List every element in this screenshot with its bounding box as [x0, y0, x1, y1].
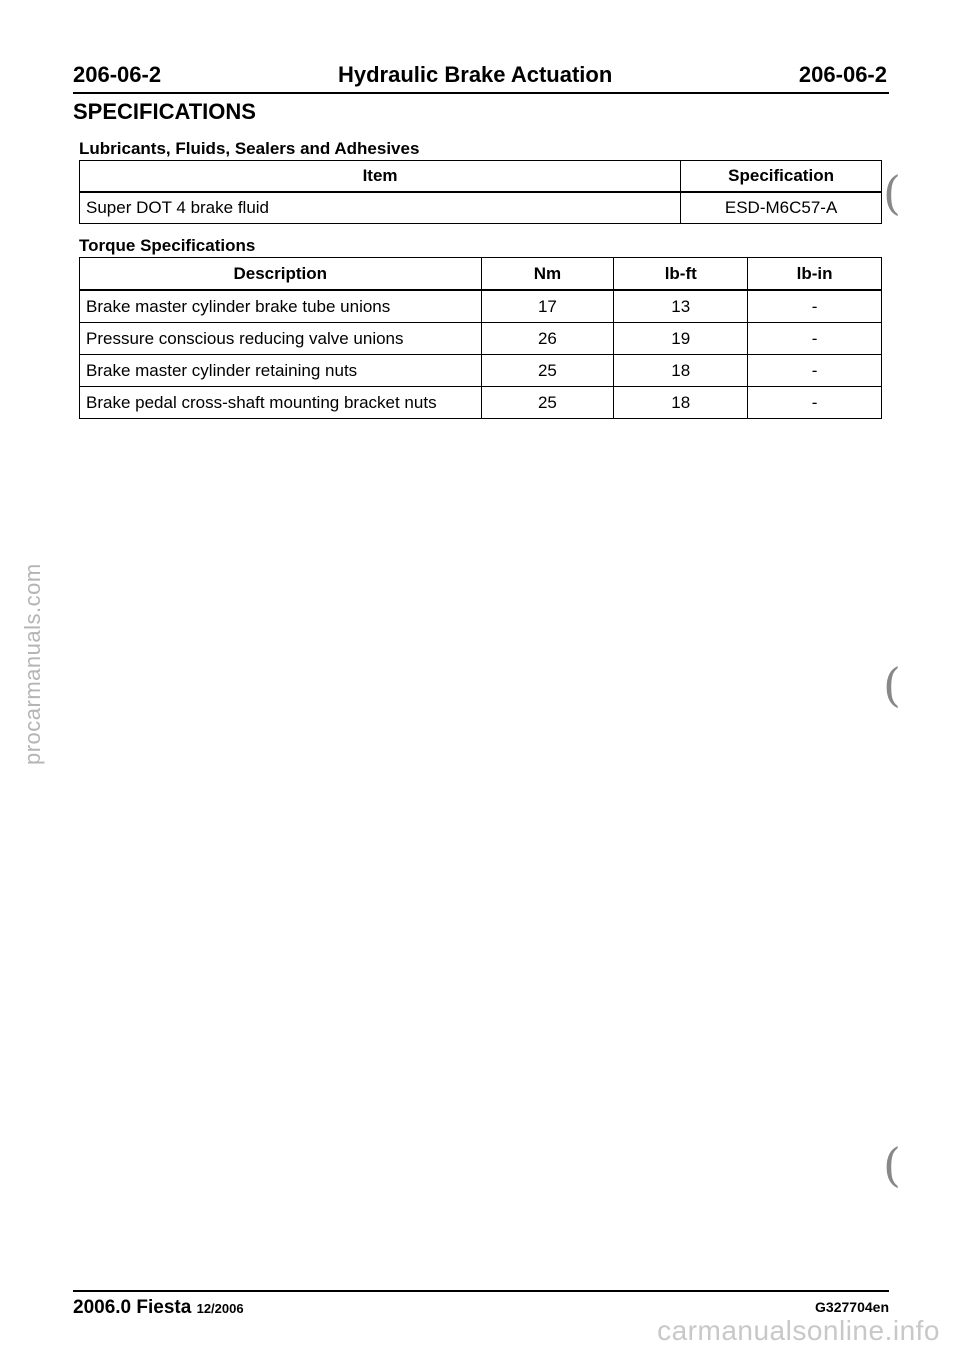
table-row [80, 387, 882, 419]
footer-model-name: 2006.0 Fiesta [73, 1297, 192, 1318]
table-cell: - [748, 355, 882, 387]
table-cell: 25 [481, 387, 614, 419]
column-header: Specification [681, 161, 882, 193]
table-cell: Brake master cylinder brake tube unions [80, 290, 482, 323]
table-cell: Super DOT 4 brake fluid [80, 192, 681, 224]
table-row [80, 323, 882, 355]
table-cell: Brake master cylinder retaining nuts [80, 355, 482, 387]
table-cell: 26 [481, 323, 614, 355]
table-cell: 18 [614, 355, 748, 387]
footer-model [73, 1297, 244, 1319]
table-cell: 19 [614, 323, 748, 355]
footer-code: G327704en [815, 1299, 889, 1315]
lubricants-table [79, 160, 882, 224]
footer-date: 12/2006 [196, 1301, 244, 1316]
table-header-row [80, 161, 882, 193]
table-row [80, 290, 882, 323]
torque-table [79, 257, 882, 419]
table-cell: - [748, 290, 882, 323]
footer-rule [73, 1290, 889, 1292]
table-cell: Brake pedal cross-shaft mounting bracket nuts [80, 387, 482, 419]
table-cell: 25 [481, 355, 614, 387]
table-cell: 17 [481, 290, 614, 323]
column-header: Description [80, 258, 482, 291]
table-row [80, 355, 882, 387]
table-cell: - [748, 387, 882, 419]
section-title: SPECIFICATIONS [73, 99, 256, 124]
table-cell: Pressure conscious reducing valve unions [80, 323, 482, 355]
bottom-watermark: carmanualsonline.info [657, 1315, 940, 1346]
column-header: lb-in [748, 258, 882, 291]
page-number-left: 206-06-2 [73, 62, 162, 87]
table-cell: ESD-M6C57-A [681, 192, 882, 224]
column-header: Nm [481, 258, 614, 291]
header-rule [73, 92, 889, 94]
binding-mark-icon: ( [883, 166, 901, 220]
binding-mark-icon: ( [883, 1138, 901, 1192]
column-header: Item [80, 161, 681, 193]
page-number-right: 206-06-2 [798, 62, 887, 87]
table-header-row [80, 258, 882, 291]
table-cell: 13 [614, 290, 748, 323]
table-cell: - [748, 323, 882, 355]
column-header: lb-ft [614, 258, 748, 291]
page-header-title: Hydraulic Brake Actuation [338, 62, 613, 87]
table-cell: 18 [614, 387, 748, 419]
torque-title: Torque Specifications [79, 236, 256, 255]
binding-mark-icon: ( [883, 658, 901, 712]
lubricants-title: Lubricants, Fluids, Sealers and Adhesives [79, 139, 420, 158]
side-watermark: procarmanuals.com [20, 563, 45, 765]
table-row [80, 192, 882, 224]
